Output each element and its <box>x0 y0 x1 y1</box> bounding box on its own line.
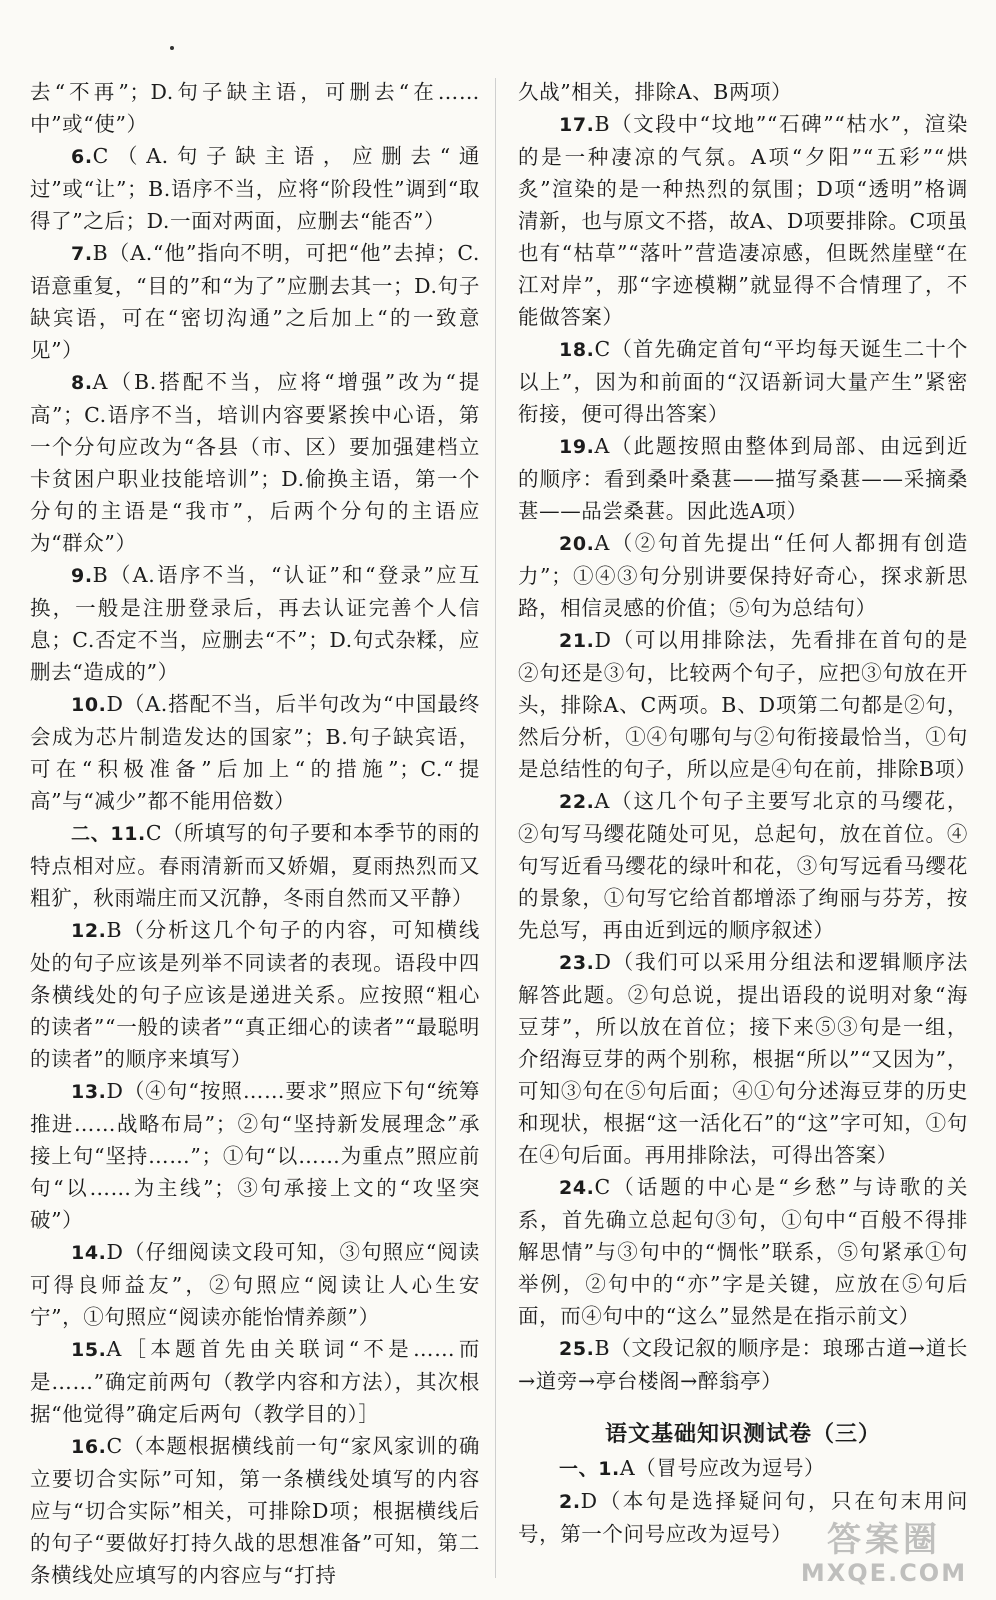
page-mark-dot <box>170 46 174 50</box>
answer-number: 20. <box>559 533 595 555</box>
left-column <box>30 76 480 1591</box>
answer-entry <box>518 1452 968 1485</box>
answer-entry <box>518 1171 968 1332</box>
answer-number: 22. <box>559 791 595 813</box>
answer-text: D（本句是选择疑问句，只在句末用问号，第一个问号应改为逗号） <box>518 1489 968 1546</box>
answer-entry <box>30 76 480 140</box>
watermark-cn: 答案圈 <box>827 1520 941 1560</box>
right-column-entries <box>518 76 977 1397</box>
answer-text: C（所填写的句子要和本季节的雨的特点相对应。春雨清新而又娇媚，夏雨热烈而又粗犷，秋雨端庄而又沉静，冬雨自然而又平静） <box>30 821 480 910</box>
right-column <box>518 76 977 1550</box>
answer-text: A（B.搭配不当，应将“增强”改为“提高”；C.语序不当，培训内容要紧挨中心语，第一个分句应改为“各县（市、区）要加强建档立卡贫困户职业技能培训”；D.偷换主语，第一个分句的主语是“我市”，后两个分句的主语应为“群众”） <box>30 370 480 555</box>
answer-number: 一、1. <box>559 1458 620 1480</box>
answer-number: 23. <box>559 952 595 974</box>
answer-number: 2. <box>559 1491 581 1513</box>
answer-number: 16. <box>71 1436 107 1458</box>
answer-number: 二、11. <box>71 823 146 845</box>
watermark-logo <box>784 1520 984 1590</box>
answer-entry <box>30 817 480 914</box>
answer-number: 18. <box>559 339 595 361</box>
answer-text: D（仔细阅读文段可知，③句照应“阅读可得良师益友”，②句照应“阅读让人心生安宁”，①句照应“阅读亦能怡情养颜”） <box>30 1240 480 1329</box>
answer-entry <box>518 1332 968 1397</box>
answer-number: 12. <box>71 920 107 942</box>
answer-entry <box>518 333 968 430</box>
answer-entry <box>518 527 968 624</box>
answer-text: A（②句首先提出“任何人都拥有创造力”；①④③句分别讲要保持好奇心，探求新思路，相信灵感的价值；⑤句为总结句） <box>518 531 968 620</box>
answer-number: 6. <box>71 146 93 168</box>
answer-number: 19. <box>559 436 595 458</box>
answer-text: B（A.语序不当，“认证”和“登录”应互换，一般是注册登录后，再去认证完善个人信息；C.否定不当，应删去“不”；D.句式杂糅，应删去“造成的”） <box>30 563 480 684</box>
answer-number: 15. <box>71 1339 107 1361</box>
answer-entry <box>30 1075 480 1236</box>
answer-text: C（话题的中心是“乡愁”与诗歌的关系，首先确立总起句③句，①句中“百般不得排解思情”与③句中的“惆怅”联系，⑤句紧承①句举例，②句中的“亦”字是关键，应放在⑤句后面，而④句中的“这么”显然是在指示前文） <box>518 1175 968 1328</box>
answer-entry <box>518 785 968 946</box>
answer-text: A（此题按照由整体到局部、由远到近的顺序：看到桑叶桑葚——描写桑葚——采摘桑葚——品尝桑葚。因此选A项） <box>518 434 968 523</box>
answer-text: B（分析这几个句子的内容，可知横线处的句子应该是列举不同读者的表现。语段中四条横线处的句子应该是递进关系。应按照“粗心的读者”“一般的读者”“真正细心的读者”“最聪明的读者”的顺序来填写） <box>30 918 480 1071</box>
answer-number: 21. <box>559 630 595 652</box>
answer-text: D（可以用排除法，先看排在首句的是②句还是③句，比较两个句子，应把③句放在开头，排除A、C两项。B、D项第二句都是②句，然后分析，①④句哪句与②句衔接最恰当，①句是总结性的句子，所以应是④句在前，排除B项） <box>518 628 977 781</box>
answer-entry <box>30 366 480 559</box>
column-divider <box>495 78 496 1578</box>
answer-entry <box>518 76 968 108</box>
answer-number: 13. <box>71 1081 107 1103</box>
answer-number: 8. <box>71 372 93 394</box>
answer-entry <box>518 430 968 527</box>
answer-text: B（A.“他”指向不明，可把“他”去掉；C.语意重复，“目的”和“为了”应删去其一；D.句子缺宾语，可在“密切沟通”之后加上“的一致意见”） <box>30 241 480 362</box>
answer-entry <box>518 108 968 333</box>
answer-entry <box>30 559 480 688</box>
answer-number: 10. <box>71 694 107 716</box>
answer-text: B（文段记叙的顺序是：琅琊古道→道长→道旁→亭台楼阁→醉翁亭） <box>518 1336 968 1393</box>
answer-number: 9. <box>71 565 93 587</box>
answer-text: 久战”相关，排除A、B两项） <box>518 80 793 104</box>
section-title: 语文基础知识测试卷（三） <box>604 1421 881 1447</box>
answer-text: D（A.搭配不当，后半句改为“中国最终会成为芯片制造发达的国家”；B.句子缺宾语，可在“积极准备”后加上“的措施”；C.“提高”与“减少”都不能用倍数） <box>30 692 480 813</box>
answer-text: C（A.句子缺主语，应删去“通过”或“让”；B.语序不当，应将“阶段性”调到“取得了”之后；D.一面对两面，应删去“能否”） <box>30 144 480 233</box>
answer-number: 25. <box>559 1338 595 1360</box>
answer-text: C（本题根据横线前一句“家风家训的确立要切合实际”可知，第一条横线处填写的内容应与“切合实际”相关，可排除D项；根据横线后的句子“要做好打持久战的思想准备”可知，第二条横线处应填写的内容应与“打持 <box>30 1434 480 1587</box>
answer-number: 14. <box>71 1242 107 1264</box>
answer-entry <box>30 688 480 817</box>
answer-entry <box>518 624 977 785</box>
answer-entry <box>518 946 968 1171</box>
answer-entry <box>30 1236 480 1333</box>
answer-text: A（这几个句子主要写北京的马缨花，②句写马缨花随处可见，总起句，放在首位。④句写近看马缨花的绿叶和花，③句写远看马缨花的景象，①句写它给首都增添了绚丽与芬芳，按先总写，再由近到远的顺序叙述） <box>518 789 968 942</box>
answer-text: D（我们可以采用分组法和逻辑顺序法解答此题。②句总说，提出语段的说明对象“海豆芽”，所以放在首位；接下来⑤③句是一组，介绍海豆芽的两个别称，根据“所以”“又因为”，可知③句在⑤句后面；④①句分述海豆芽的历史和现状，根据“这一活化石”的“这”字可知，①句在④句后面。再用排除法，可得出答案） <box>518 950 968 1167</box>
answer-entry <box>30 140 480 237</box>
answer-entry <box>30 1333 480 1430</box>
answer-text: D（④句“按照……要求”照应下句“统筹推进……战略布局”；②句“坚持新发展理念”承接上句“坚持……”；①句“以……为重点”照应前句“以……为主线”；③句承接上文的“攻坚突破”） <box>30 1079 480 1232</box>
answer-text: A［本题首先由关联词“不是……而是……”确定前两句（教学内容和方法），其次根据“他觉得”确定后两句（教学目的）］ <box>30 1337 480 1426</box>
answer-text: A（冒号应改为逗号） <box>619 1456 826 1480</box>
answer-entry <box>30 1430 480 1591</box>
answer-entry <box>30 914 480 1075</box>
answer-number: 17. <box>559 114 595 136</box>
watermark-en: MXQE.COM <box>800 1559 968 1587</box>
answer-text: 去“不再”；D.句子缺主语，可删去“在……中”或“使”） <box>30 80 480 136</box>
answer-text: B（文段中“坟地”“石碑”“枯水”，渲染的是一种凄凉的气氛。A项“夕阳”“五彩”“烘炙”渲染的是一种热烈的氛围；D项“透明”格调清新，也与原文不搭，故A、D项要排除。C项虽也有“枯草”“落叶”营造凄凉感，但既然崖壁“在江对岸”，那“字迹模糊”就显得不合情理了，不能做答案） <box>518 112 968 329</box>
answer-entry <box>30 237 480 366</box>
answer-number: 24. <box>559 1177 595 1199</box>
answer-number: 7. <box>71 243 93 265</box>
answer-text: C（首先确定首句“平均每天诞生二十个以上”，因为和前面的“汉语新词大量产生”紧密衔接，便可得出答案） <box>518 337 968 426</box>
